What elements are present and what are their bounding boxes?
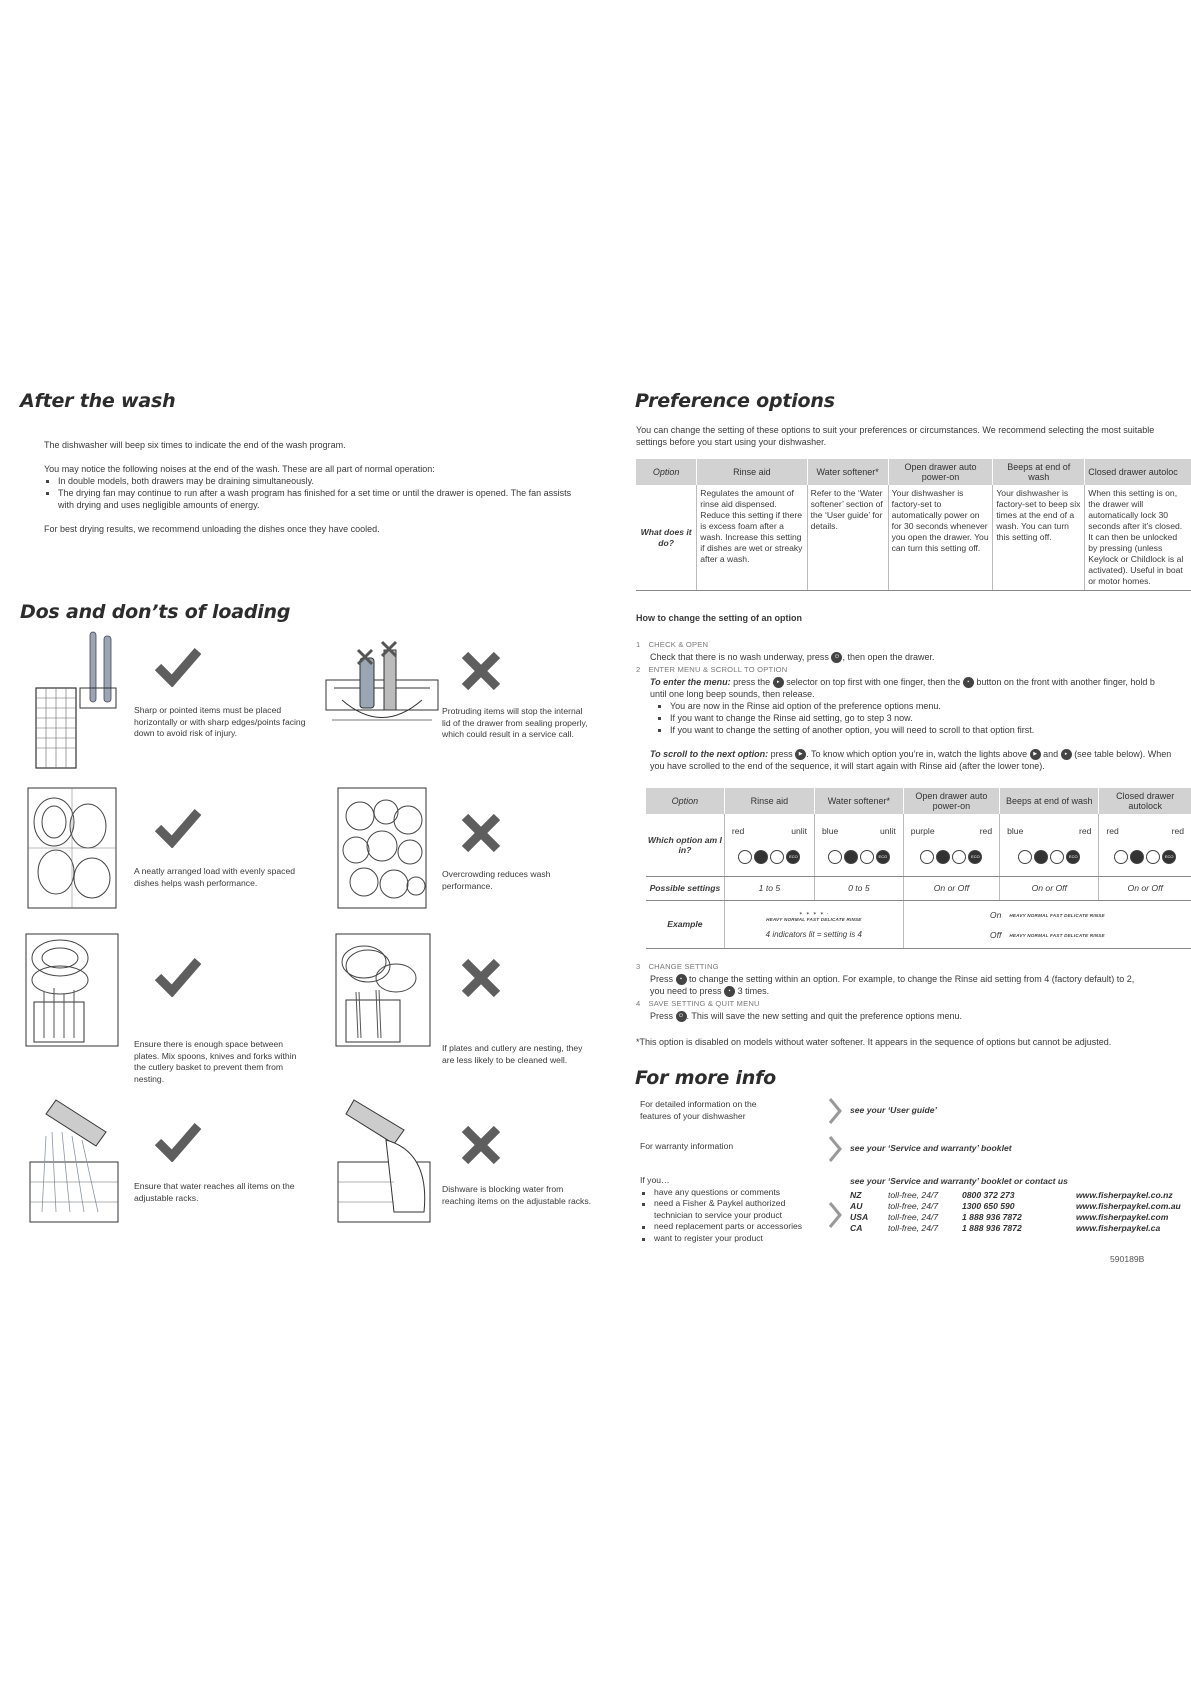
chevron-right-icon [828,1098,842,1124]
step-1-text: Check that there is no wash underway, press [650,652,832,662]
light-color: blue [822,825,839,836]
scroll-lead: To scroll to the next option: [650,749,769,760]
loading-title: Dos and don’ts of loading [20,601,291,623]
scroll-text: (see table below). When [1071,749,1172,760]
step-4-heading: SAVE SETTING & QUIT MENU [648,999,760,1009]
light-color: unlit [791,825,808,836]
table-cell: Your dishwasher is factory-set to automatically power on for 30 seconds whenever you open the drawer. You can turn this setting off. [888,485,993,591]
table-cell: When this setting is on, the drawer will automatically lock 30 seconds after it’s closed. It can then be unlocked by pressing (unless Keylock or Childlock is al activated). Useful in boat or motor homes. [1085,485,1191,591]
table-cell: 1 to 5 [724,876,814,900]
eco-icon: ECO [786,850,800,864]
scroll-text: you have scrolled to the end of the sequence, it will start again with Rinse aid (after the lower tone). [650,761,1045,772]
table-header: Closed drawer autolock [1099,788,1191,814]
after-wash-bullets [44,475,584,511]
contact-phone: 1 888 936 7872 [962,1223,1022,1233]
table-row-label: What does it do? [636,485,697,591]
more-info-r3-left [640,1175,820,1244]
button-icon [1018,850,1032,864]
table-header: Water softener* [815,788,904,814]
cross-icon [460,1124,502,1166]
howto-title: How to change the setting of an option [636,613,802,623]
program-label: NORMAL [1027,932,1049,938]
loading-text-2: Protruding items will stop the internal lid of the drawer from sealing properly, which could result in a service call. [442,706,588,739]
step-2-text: selector on top first with one finger, then the [783,677,963,688]
scroll-text: and [1040,749,1061,760]
list-item: If you want to change the Rinse aid setting, go to step 3 now. [656,712,1191,724]
spacing-illustration [24,928,120,1050]
contact-website-link[interactable]: www.fisherpaykel.com.au [1076,1201,1181,1211]
prefs-title: Preference options [635,390,835,412]
eco-icon: ECO [876,850,890,864]
button-icon [920,850,934,864]
list-item: want to register your product [640,1233,820,1245]
loading-text-7: Ensure that water reaches all items on the adjustable racks. [134,1181,295,1203]
more-info-r1-right: see your ‘User guide’ [850,1105,937,1115]
contact-table [850,1190,1187,1234]
contact-country: NZ [850,1190,862,1200]
light-color: red [1078,825,1092,836]
selector-icon [860,850,874,864]
power-icon: ⏻ [831,652,842,663]
step-3-heading: CHANGE SETTING [648,962,719,971]
play-pause-icon [754,850,768,864]
cutlery-basket-illustration [30,628,122,778]
table-cell: Refer to the ‘Water softener’ section of the ‘User guide’ for details. [807,485,888,591]
contact-country: USA [850,1212,869,1222]
list-item: need a Fisher & Paykel authorized technician to service your product [640,1198,820,1221]
program-label: HEAVY [1009,912,1026,918]
table-cell: 0 to 5 [815,876,904,900]
table-row [850,1223,1187,1234]
neat-load-illustration [26,786,120,912]
loading-text-8: Dishware is blocking water from reaching items on the adjustable racks. [442,1184,592,1206]
program-selector-icon: ▸ [1061,749,1072,760]
table-header: Open drawer auto power-on [888,459,993,485]
more-info-r2-left: For warranty information [640,1141,734,1151]
cross-icon [460,957,502,999]
after-wash-title: After the wash [20,390,176,412]
selector-icon [1050,850,1064,864]
play-pause-icon: ▶ [795,749,806,760]
table-header: Beeps at end of wash [1000,788,1099,814]
program-label: RINSE [846,917,862,922]
table-row-label: Example [646,900,724,948]
step-2-bullets [636,700,1191,736]
button-icon [1114,850,1128,864]
off-label: Off [989,930,1002,940]
protruding-items-illustration [322,640,442,740]
program-label: RINSE [1089,932,1105,938]
option-lights-table [646,788,1191,949]
light-color: red [1106,825,1119,836]
lock-icon: ▪ [676,974,687,985]
table-header: Rinse aid [697,459,807,485]
program-label: FAST [1050,912,1063,918]
list-item: have any questions or comments [640,1187,820,1199]
after-wash-section [44,439,584,535]
step-3-text: you need to press [650,986,725,997]
table-header: Rinse aid [724,788,814,814]
contact-website-link[interactable]: www.fisherpaykel.com [1076,1212,1169,1222]
after-wash-p2: You may notice the following noises at the end of the wash. These are all part of normal operation: [44,464,435,474]
nesting-illustration [334,928,434,1050]
table-cell: On or Off [903,876,999,900]
loading-text-4: Overcrowding reduces wash performance. [442,869,551,891]
loading-text-3: A neatly arranged load with evenly spaced dishes helps wash performance. [134,866,295,888]
lock-icon: ▪ [724,986,735,997]
play-pause-icon: ▶ [1030,749,1041,760]
table-header: Water softener* [807,459,888,485]
light-color: unlit [879,825,896,836]
step-2-text: until one long beep sounds, then release. [650,689,815,700]
checkmark-icon [155,955,201,997]
program-label: DELICATE [820,917,845,922]
power-icon: ⏻ [676,1011,687,1022]
more-info-r2-right: see your ‘Service and warranty’ booklet [850,1143,1012,1153]
lights-cell [815,814,904,876]
contact-hours: toll-free, 24/7 [888,1223,939,1233]
program-label: NORMAL [1027,912,1049,918]
steps-3-4: 3 CHANGE SETTING Press ▪ to change the setting within an option. For example, to change the Rinse aid setting from 4 (factory default) to 2, you need to press ▪ 3 times. 4 SAVE SETTING & QUIT MENU Press ⏻ . This will save the new setting and quit the preference options menu. *This option is disabled on models without water softener. It appears in the sequence of options but cannot be adjusted. [636,960,1191,1048]
contact-country: CA [850,1223,863,1233]
program-label: RINSE [1089,912,1105,918]
table-row [850,1201,1187,1212]
contact-phone: 0800 372 273 [962,1190,1015,1200]
step-4-text: . This will save the new setting and quit the preference options menu. [686,1011,963,1022]
more-info-r3-right: see your ‘Service and warranty’ booklet or contact us [850,1176,1068,1186]
selector-icon [1146,850,1160,864]
program-label: FAST [806,917,820,922]
list-item: If you want to change the setting of another option, you will need to scroll to that option first. [656,724,1191,736]
water-reach-illustration [26,1092,122,1226]
program-label: FAST [1050,932,1063,938]
play-pause-icon [1034,850,1048,864]
example-note: 4 indicators lit = setting is 4 [765,930,862,939]
blocked-water-illustration [334,1092,434,1226]
footnote: *This option is disabled on models without water softener. It appears in the sequence of options but cannot be adjusted. [636,1037,1112,1048]
program-label: DELICATE [1064,932,1089,938]
contact-hours: toll-free, 24/7 [888,1212,939,1222]
scroll-text: press [768,749,796,760]
light-color: red [731,825,745,836]
selector-icon [952,850,966,864]
step-2-text: button on the front with another finger, hold b [973,677,1155,688]
table-cell: On or Off [1000,876,1099,900]
chevron-right-icon [828,1202,842,1228]
step-3-text: 3 times. [735,986,770,997]
table-cell: Regulates the amount of rinse aid dispensed. Reduce this setting if there is excess foam after a wash. Increase this setting if dishes are wet or streaky after a wash. [697,485,807,591]
list-item: The drying fan may continue to run after a wash program has finished for a set time or until the drawer is opened. The fan assists with drying and uses negligible amounts of energy. [44,487,584,511]
more-info-r1-left: For detailed information on the features of your dishwasher [640,1099,757,1121]
after-wash-p3: For best drying results, we recommend unloading the dishes once they have cooled. [44,524,380,534]
checkmark-icon [155,806,201,848]
list-item: In double models, both drawers may be draining simultaneously. [44,475,584,487]
checkmark-icon [155,645,201,687]
contact-website-link[interactable]: www.fisherpaykel.co.nz [1076,1190,1173,1200]
checkmark-icon [155,1120,201,1162]
table-header: Option [646,788,724,814]
step-3-text: to change the setting within an option. For example, to change the Rinse aid setting from 4 (factory default) to 2, [686,974,1135,984]
light-color: blue [1007,825,1024,836]
table-header: Closed drawer autoloc [1085,459,1191,485]
step-4-text: Press [650,1011,676,1022]
loading-text-6: If plates and cutlery are nesting, they are less likely to be cleaned well. [442,1043,583,1065]
table-header: Option [636,459,697,485]
table-header: Beeps at end of wash [993,459,1085,485]
list-item: You are now in the Rinse aid option of the preference options menu. [656,700,1191,712]
light-color: purple [910,825,935,836]
table-row-label: Possible settings [646,876,724,900]
table-row-label: Which option am I in? [646,814,724,876]
contact-phone: 1 888 936 7872 [962,1212,1022,1222]
program-label: DELICATE [1064,912,1089,918]
step-1-heading: CHECK & OPEN [648,640,709,649]
loading-text-1: Sharp or pointed items must be placed horizontally or with sharp edges/points facing down to avoid risk of injury. [134,705,306,738]
overcrowding-illustration [336,786,430,912]
cross-icon [460,812,502,854]
play-pause-icon [1130,850,1144,864]
loading-text-5: Ensure there is enough space between plates. Mix spoons, knives and forks within the cutlery basket to prevent them from nesting. [134,1039,297,1084]
after-wash-p1: The dishwasher will beep six times to indicate the end of the wash program. [44,440,346,450]
eco-icon: ECO [1162,850,1176,864]
scroll-text: . To know which option you’re in, watch the lights above [806,749,1030,760]
table-header: Open drawer auto power-on [903,788,999,814]
on-label: On [989,910,1002,920]
program-label: HEAVY [766,917,783,922]
more-info-r3-lead: If you… [640,1175,670,1185]
chevron-right-icon [828,1136,842,1162]
table-cell: Your dishwasher is factory-set to beep six times at the end of a wash. You can turn this setting off. [993,485,1085,591]
step-1: 1 CHECK & OPEN Check that there is no wash underway, press ⏻ , then open the drawer. 2 ENTER MENU & SCROLL TO OPTION To enter the menu: press the ▸ selector on top first with one finger, then the ▪ button on the front with another finger, hold b until one long beep sounds, then release. You are now in the Rinse aid option of the preference options menu. If you want to change the Rinse aid setting, go to step 3 now. If you want to change the setting of another option, you will need to scroll to that option first. To scroll to the next option: press ▶ . To know which option you’re in, watch the lights above ▶ and ▸ (see table below). When you have scrolled to the end of the sequence, it will start again with Rinse aid (after the lower tone). [636,638,1191,772]
cross-icon [460,650,502,692]
document-code: 590189B [1110,1254,1145,1264]
contact-hours: toll-free, 24/7 [888,1190,939,1200]
more-info-title: For more info [635,1067,777,1089]
table-cell: On or Off [1099,876,1191,900]
contact-website-link[interactable]: www.fisherpaykel.ca [1076,1223,1161,1233]
list-item: need replacement parts or accessories [640,1221,820,1233]
step-1-text: , then open the drawer. [842,652,935,662]
contact-hours: toll-free, 24/7 [888,1201,939,1211]
selector-icon [770,850,784,864]
example-cell [903,900,1191,948]
step-3-text: Press [650,974,676,984]
lights-cell [724,814,814,876]
program-label: NORMAL [783,917,806,922]
table-row [850,1190,1187,1201]
light-color: red [1171,825,1184,836]
step-2-text: press the [730,677,773,688]
preference-options-table [636,459,1191,591]
prefs-intro: You can change the setting of these options to suit your preferences or circumstances. We recommend selecting the most suitable settings before you start using your dishwasher. [636,425,1155,447]
lights-cell [1000,814,1099,876]
light-color: red [979,825,993,836]
play-pause-icon [844,850,858,864]
lock-icon: ▪ [963,677,974,688]
program-label: HEAVY [1009,932,1026,938]
button-icon [828,850,842,864]
play-pause-icon [936,850,950,864]
eco-icon: ECO [1066,850,1080,864]
example-cell: ✶ ✶ ✶ ✶ · HEAVY NORMAL FAST DELICATE RINSE 4 indicators lit = setting is 4 [724,900,903,948]
lights-cell [903,814,999,876]
button-icon [738,850,752,864]
step-2-heading: ENTER MENU & SCROLL TO OPTION [648,665,788,675]
eco-icon: ECO [968,850,982,864]
contact-country: AU [850,1201,863,1211]
table-row [850,1212,1187,1223]
program-selector-icon: ▸ [773,677,784,688]
lights-cell [1099,814,1191,876]
contact-phone: 1300 650 590 [962,1201,1015,1211]
step-2-lead: To enter the menu: [650,677,731,688]
